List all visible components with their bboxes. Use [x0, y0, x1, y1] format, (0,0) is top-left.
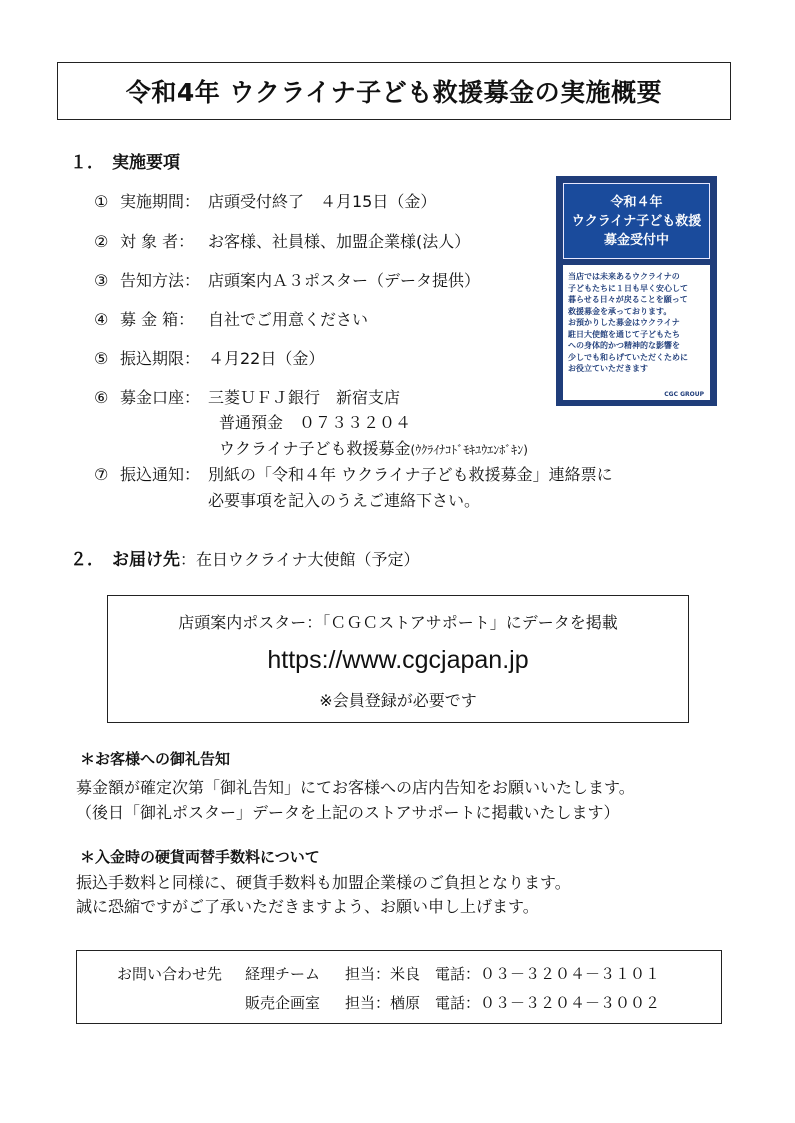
- poster-heading-line: 令和４年: [610, 194, 663, 210]
- poster-image: [556, 176, 717, 406]
- contact-box: [76, 950, 722, 1024]
- item-value: 店頭受付終了 ４月15日（金）: [208, 192, 437, 211]
- poster-data-text: 店頭案内ポスター：「ＣＧＣストアサポート」にデータを掲載: [178, 613, 618, 632]
- item-value: 別紙の「令和４年 ウクライナ子ども救援募金」連絡票に: [208, 465, 613, 484]
- item-number: ④: [94, 310, 109, 329]
- item-notice-method: [94, 268, 480, 291]
- section2-number: ２．: [70, 550, 104, 570]
- coin-fee-line: 誠に恐縮ですがご了承いただきますよう、お願い申し上げます。: [76, 897, 539, 916]
- account-holder-kana: (ｳｸﾗｲﾅｺﾄﾞﾓｷﾕｳｴﾝﾎﾞｷﾝ): [410, 443, 528, 457]
- coin-fee-heading: ＊入金時の硬貨両替手数料について: [80, 848, 320, 866]
- item-donation-box: [94, 307, 368, 330]
- item-label: 募 金 箱：: [120, 310, 195, 329]
- document-title: 令和4年 ウクライナ子ども救援募金の実施概要: [125, 78, 663, 107]
- registration-note: ※会員登録が必要です: [319, 691, 477, 710]
- item-label: 告知方法：: [120, 271, 201, 290]
- item-number: ③: [94, 271, 109, 290]
- section1-number: １．: [70, 153, 104, 173]
- section1-heading: [70, 148, 180, 173]
- contact-label: お問い合わせ先: [117, 965, 223, 983]
- item-label: 募金口座：: [120, 388, 201, 407]
- item-number: ⑦: [94, 465, 109, 484]
- item-label: 振込期限：: [120, 349, 201, 368]
- cgc-logo: CGC GROUP: [664, 391, 704, 398]
- poster-body: [563, 265, 710, 400]
- poster-heading-line: ウクライナ子ども救援: [571, 213, 702, 229]
- contact-dept: 経理チーム: [245, 965, 321, 983]
- account-holder-line: [219, 436, 528, 459]
- item-number: ⑥: [94, 388, 109, 407]
- transfer-notice-line2: 必要事項を記入のうえご連絡下さい。: [208, 491, 481, 510]
- item-number: ①: [94, 192, 109, 211]
- document-title-box: [57, 62, 731, 120]
- coin-fee-line: 振込手数料と同様に、硬貨手数料も加盟企業様のご負担となります。: [76, 873, 571, 892]
- item-value: 店頭案内Ａ３ポスター（データ提供）: [208, 271, 481, 290]
- item-target: [94, 229, 470, 252]
- contact-phone: 電話：０３－３２０４－３１０１: [435, 965, 661, 983]
- support-site-url[interactable]: https://www.cgcjapan.jp: [267, 646, 529, 674]
- poster-message: 当店では未来あるウクライナの 子どもたちに１日も早く安心して 暮らせる日々が戻ることを願って 救援募金を承っております。 お預かりした募金はウクライナ 駐日大使館を通じて子どもたち への身体的かつ精神的な影響を 少しでも和らげていただくために お役立ていただきます: [568, 271, 688, 373]
- item-value: お客様、社員様、加盟企業様(法人）: [208, 232, 471, 251]
- item-value: 三菱ＵＦＪ銀行 新宿支店: [208, 388, 401, 407]
- poster-data-box: [107, 595, 689, 723]
- section2-value: ：在日ウクライナ大使館（予定）: [180, 550, 420, 569]
- thanks-notice-line: （後日「御礼ポスター」データを上記のストアサポートに掲載いたします）: [76, 803, 620, 822]
- item-transfer-notice: [94, 462, 613, 485]
- item-label: 対 象 者：: [120, 232, 195, 251]
- item-label: 実施期間：: [120, 192, 201, 211]
- contact-dept: 販売企画室: [245, 994, 321, 1012]
- contact-person: 担当：米良: [345, 965, 421, 983]
- contact-phone: 電話：０３－３２０４－３００２: [435, 994, 661, 1012]
- poster-heading-line: 募金受付中: [603, 232, 669, 248]
- section2-title: お届け先: [112, 550, 180, 570]
- item-period: [94, 189, 436, 212]
- item-account: [94, 385, 400, 408]
- item-value: ４月22日（金）: [208, 349, 325, 368]
- item-value: 自社でご用意ください: [208, 310, 369, 329]
- contact-person: 担当：楢原: [345, 994, 421, 1012]
- item-deadline: [94, 346, 324, 369]
- thanks-notice-line: 募金額が確定次第「御礼告知」にてお客様への店内告知をお願いいたします。: [76, 778, 635, 797]
- section2-heading: [70, 545, 420, 570]
- account-holder-name: ウクライナ子ども救援募金: [219, 439, 411, 458]
- section1-title: 実施要項: [112, 153, 180, 173]
- item-label: 振込通知：: [120, 465, 201, 484]
- item-number: ⑤: [94, 349, 109, 368]
- poster-heading: [563, 183, 710, 259]
- thanks-notice-heading: ＊お客様への御礼告知: [80, 750, 231, 768]
- item-number: ②: [94, 232, 109, 251]
- account-number-line: 普通預金 ０７３３２０４: [219, 413, 412, 432]
